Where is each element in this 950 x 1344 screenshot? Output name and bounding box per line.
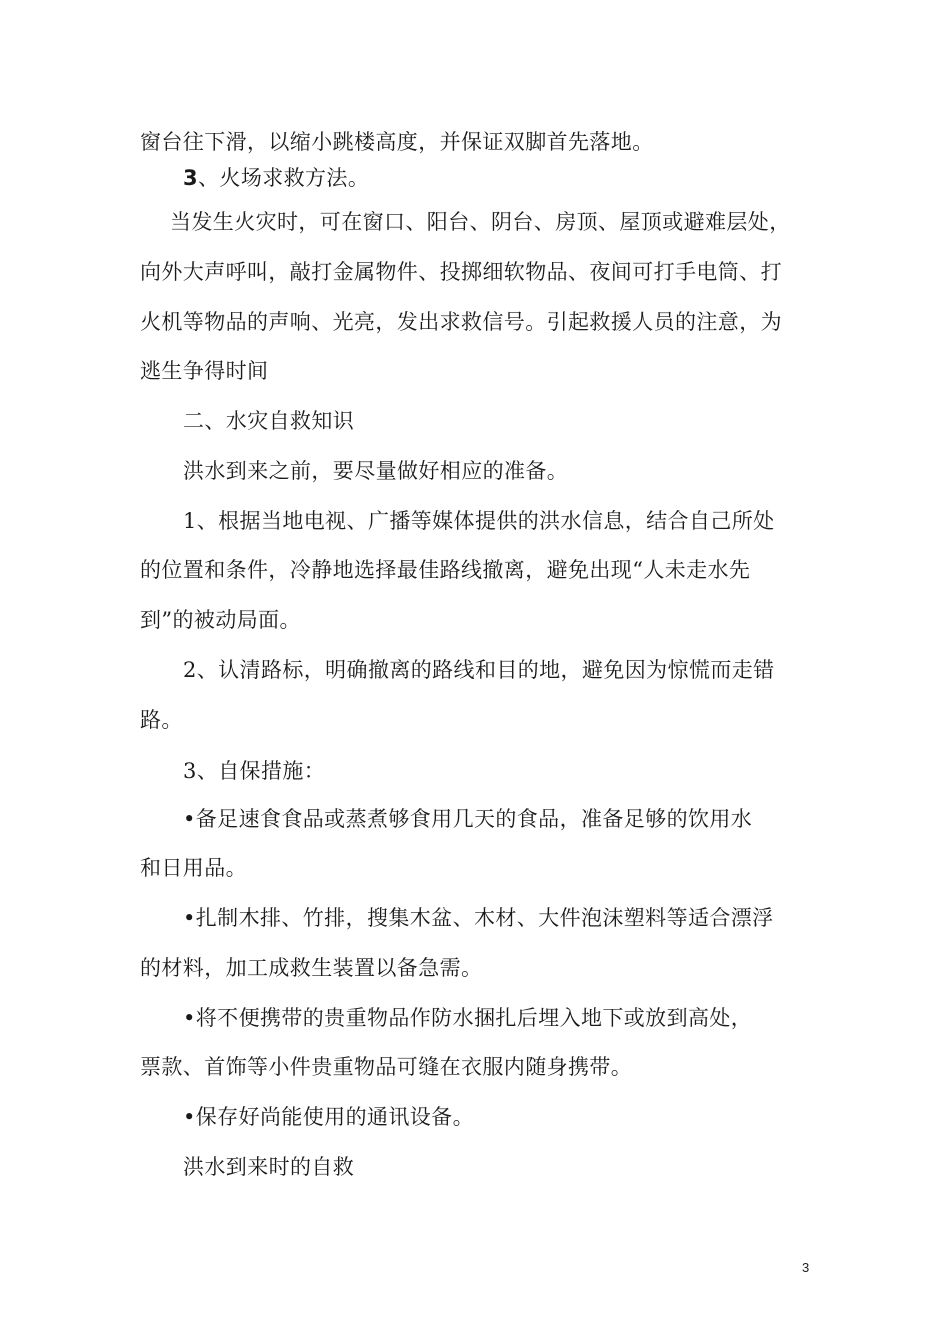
text-line: 到”的被动局面。 bbox=[140, 608, 301, 632]
bullet-item: •保存好尚能使用的通讯设备。 bbox=[183, 1105, 474, 1129]
section-heading-fire-rescue bbox=[183, 163, 369, 193]
text-line: 向外大声呼叫，敲打金属物件、投掷细软物品、夜间可打手电筒、打 bbox=[140, 260, 782, 284]
page-number: 3 bbox=[802, 1260, 810, 1275]
text-line: 路。 bbox=[140, 708, 183, 732]
text-line: 洪水到来之前，要尽量做好相应的准备。 bbox=[183, 459, 569, 483]
text-line: 的材料，加工成救生装置以备急需。 bbox=[140, 956, 483, 980]
text-line: 1、根据当地电视、广播等媒体提供的洪水信息，结合自己所处 bbox=[183, 509, 775, 533]
text-line: 逃生争得时间 bbox=[140, 359, 269, 383]
text-line: 当发生火灾时，可在窗口、阳台、阴台、房顶、屋顶或避难层处， bbox=[170, 210, 791, 234]
bullet-item: •备足速食食品或蒸煮够食用几天的食品，准备足够的饮用水 bbox=[183, 807, 753, 831]
text-line: 窗台往下滑，以缩小跳楼高度，并保证双脚首先落地。 bbox=[140, 130, 654, 154]
heading-number: 3 bbox=[183, 166, 199, 190]
text-line: 票款、首饰等小件贵重物品可缝在衣服内随身携带。 bbox=[140, 1055, 633, 1079]
heading-text: 、火场求救方法。 bbox=[198, 166, 370, 190]
text-line: 3、自保措施： bbox=[183, 759, 326, 783]
section-subheading: 洪水到来时的自救 bbox=[183, 1155, 355, 1179]
text-line: 的位置和条件，冷静地选择最佳路线撤离，避免出现“人未走水先 bbox=[140, 558, 751, 582]
text-line: 火机等物品的声响、光亮，发出求救信号。引起救援人员的注意，为 bbox=[140, 310, 782, 334]
text-line: 和日用品。 bbox=[140, 856, 247, 880]
bullet-item: •扎制木排、竹排，搜集木盆、木材、大件泡沫塑料等适合漂浮 bbox=[183, 906, 774, 930]
bullet-item: •将不便携带的贵重物品作防水捆扎后埋入地下或放到高处， bbox=[183, 1006, 753, 1030]
section-heading-flood: 二、水灾自救知识 bbox=[183, 409, 355, 433]
text-line: 2、认清路标，明确撤离的路线和目的地，避免因为惊慌而走错 bbox=[183, 658, 775, 682]
